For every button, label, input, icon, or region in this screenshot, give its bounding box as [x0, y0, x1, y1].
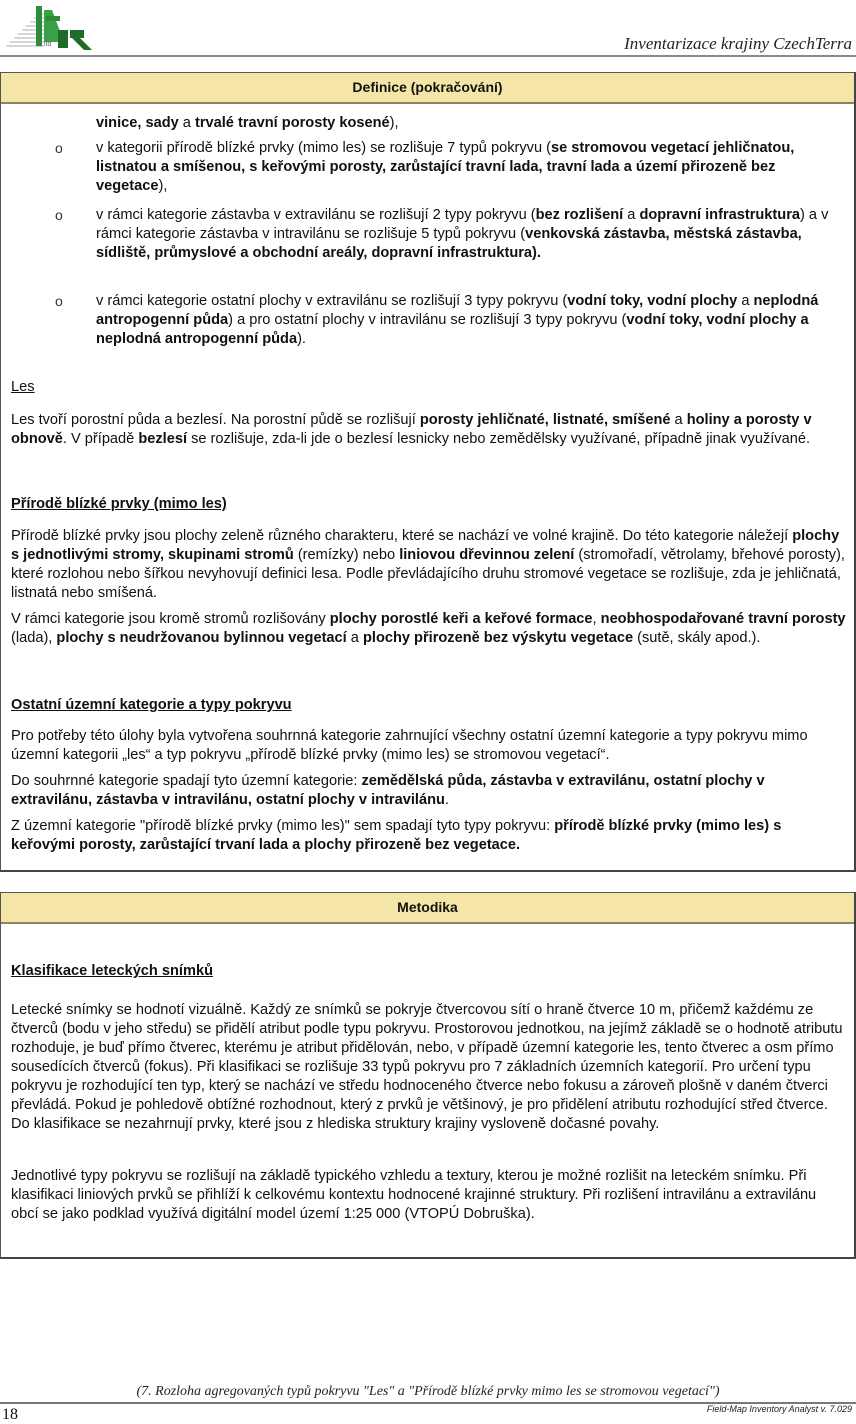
bullet-text: v rámci kategorie zástavba v extravilánu se rozlišují 2 typy pokryvu (bez rozlišení a dopravní infrastruktura) a v rámci kategorie zástavba v intravilánu se rozlišuje 5 typů pokryvu (venkovská zástavba, městská zástavba, sídliště, průmyslové a obchodní areály, dopravní infrastruktura).: [96, 207, 829, 261]
prirode-heading: Přírodě blízké prvky (mimo les): [11, 496, 227, 512]
section-heading: Metodika: [1, 893, 854, 924]
section-heading: Definice (pokračování): [1, 73, 854, 104]
ifer-logo-icon: [4, 2, 96, 52]
svg-text:ltd: ltd: [44, 41, 52, 48]
les-heading: Les: [11, 379, 35, 395]
metodika-paragraph-1: Letecké snímky se hodnotí vizuálně. Každý ze snímků se pokryje čtvercovou sítí o hraně čtverce 10 m, přičemž každému ze čtverců (bodu v jeho středu) se přidělí atribut podle typu pokryvu. Prostorovou jednotkou, na jejímž základě se o hodnotě atributu rozhoduje, je buď přímo čtverec, kterému je atribut přidělován, nebo, v případě územní kategorie les, tento čtverec a osm přímo sousedících čtverců (fokus). Při klasifikaci se rozlišuje 33 typů pokryvu pro 7 základních územních kategorií. Pro určení typu pokryvu je rozhodující ten typ, který se nachází ve středu hodnoceného čtverce nebo fokusu a zároveň plošně v daném čtverci převládá. Pokud je pohledově obtížné rozhodnout, který z prvků je většinový, je pro přidělení atributu rozhodující střed čtverce. Do klasifikace se nezahrnují prvky, které jsou z hlediska struktury krajiny vysloveně dočasné povahy.: [11, 1002, 843, 1132]
header-divider: [0, 55, 856, 57]
metodika-paragraph-2: Jednotlivé typy pokryvu se rozlišují na základě typického vzhledu a textury, kterou je možné rozlišit na leteckém snímku. Při klasifikaci liniových prvků se přihlíží k celkovému kontextu hodnocené krajinné struktury. Při rozlišení intravilánu a extravilánu obcí se jako podklad využívá digitální model území 1:25 000 (VTOPÚ Dobruška).: [11, 1168, 817, 1222]
document-title: Inventarizace krajiny CzechTerra: [624, 34, 852, 53]
ostatni-paragraph-1: Pro potřeby této úlohy byla vytvořena souhrnná kategorie zahrnující všechny ostatní územní kategorie a typy pokryvu mimo územní kategorii „les“ a typ pokryvu „přírodě blízké prvky (mimo les) se stromovou vegetací“.: [11, 728, 808, 763]
ostatni-paragraph-2: Do souhrnné kategorie spadají tyto územní kategorie: zemědělská půda, zástavba v extravilánu, ostatní plochy v extravilánu, zástavba v intravilánu, ostatní plochy v intravilánu.: [11, 773, 765, 808]
page-number: 18: [2, 1406, 18, 1423]
continuation-line: vinice, sady a trvalé travní porosty kosené),: [96, 115, 399, 131]
page-header: [0, 0, 856, 58]
bullet-text: v rámci kategorie ostatní plochy v extravilánu se rozlišují 3 typy pokryvu (vodní toky, vodní plochy a neplodná antropogenní půda) a pro ostatní plochy v intravilánu se rozlišují 3 typy pokryvu (vodní toky, vodní plochy a neplodná antropogenní půda).: [96, 293, 819, 347]
ostatni-paragraph-3: Z územní kategorie "přírodě blízké prvky (mimo les)" sem spadají tyto typy pokryvu: přírodě blízké prvky (mimo les) s keřovými porosty, zarůstající trvaní lada a plochy přirozeně bez vegetace.: [11, 818, 782, 853]
software-version: Field-Map Inventory Analyst v. 7.029: [706, 1404, 852, 1414]
bullet-text: v kategorii přírodě blízké prvky (mimo les) se rozlišuje 7 typů pokryvu (se stromovou vegetací jehličnatou, listnatou a smíšenou, s keřovými porosty, zarůstající travní lada, travní lada a území přirozeně bez vegetace),: [96, 140, 795, 194]
figure-caption: (7. Rozloha agregovaných typů pokryvu "Les" a "Přírodě blízké prvky mimo les se stromovou vegetací"): [136, 1384, 720, 1399]
klasifikace-heading: Klasifikace leteckých snímků: [11, 963, 213, 979]
prirode-paragraph-2: V rámci kategorie jsou kromě stromů rozlišovány plochy porostlé keři a keřové formace, neobhospodařované travní porosty (lada), plochy s neudržovanou bylinnou vegetací a plochy přirozeně bez výskytu vegetace (sutě, skály apod.).: [11, 611, 846, 646]
bullet-marker: o: [55, 140, 63, 156]
les-paragraph: Les tvoří porostní půda a bezlesí. Na porostní půdě se rozlišují porosty jehličnaté, listnaté, smíšené a holiny a porosty v obnově. V případě bezlesí se rozlišuje, zda-li jde o bezlesí lesnicky nebo zemědělsky využívané, případně jinak využívané.: [11, 412, 812, 447]
ostatni-heading: Ostatní územní kategorie a typy pokryvu: [11, 697, 292, 713]
bullet-marker: o: [55, 207, 63, 223]
prirode-paragraph-1: Přírodě blízké prvky jsou plochy zeleně různého charakteru, které se nachází ve volné krajině. Do této kategorie náležejí plochy s jednotlivými stromy, skupinami stromů (remízky) nebo liniovou dřevinnou zelení (stromořadí, větrolamy, břehové porosty), které rozlohou nebo šířkou nevyhovují definici lesa. Podle převládajícího druhu stromové vegetace se rozlišuje, zda je jehličnatá, listnatá nebo smíšená.: [11, 528, 845, 601]
bullet-marker: o: [55, 293, 63, 309]
